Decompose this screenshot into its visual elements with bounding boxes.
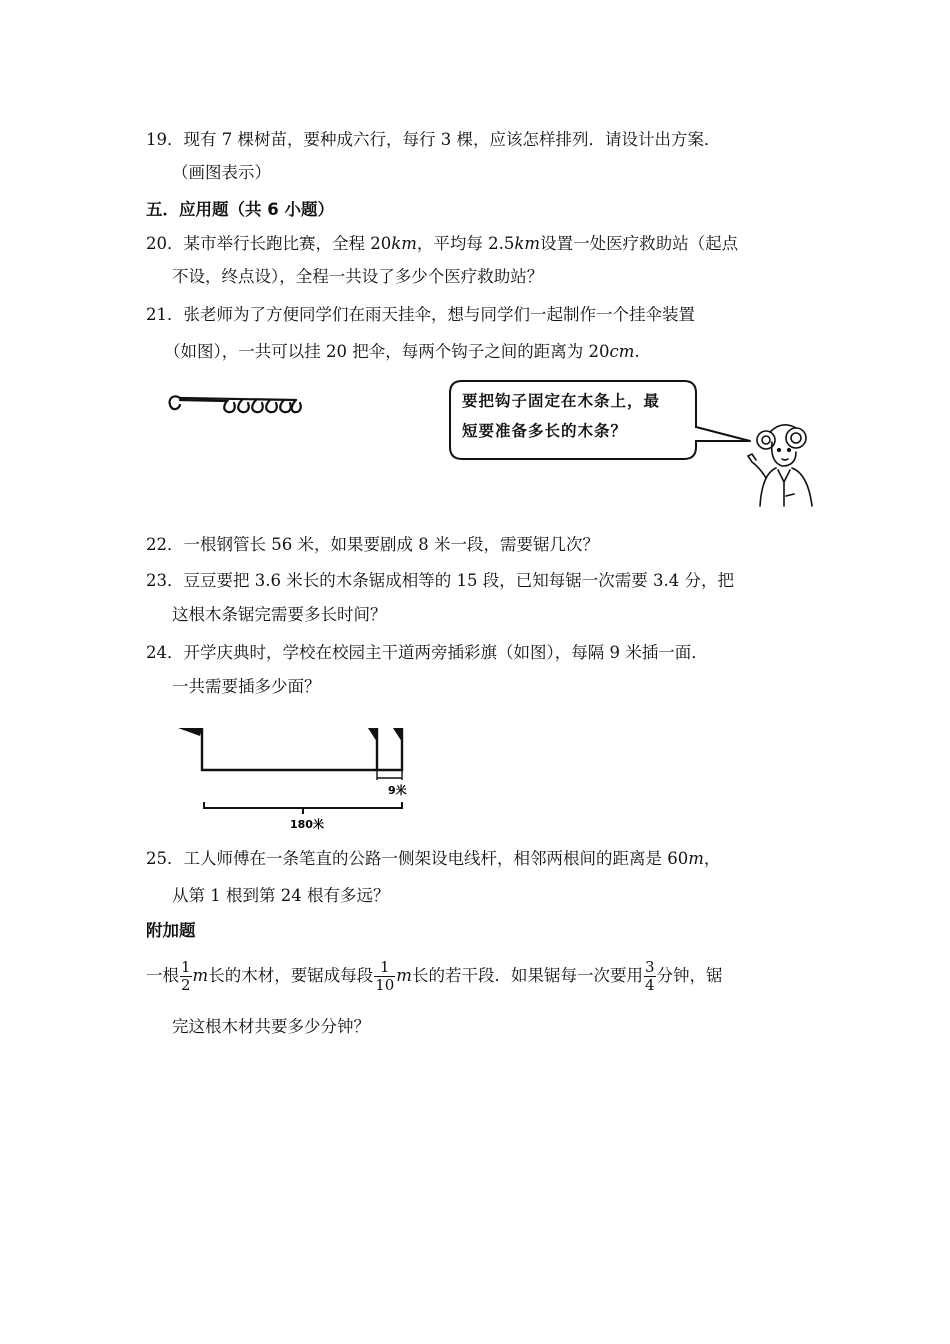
q19-line2: （画图表示）: [172, 163, 271, 182]
q21-line2: （如图），一共可以挂 20 把伞，每两个钩子之间的距离为 20cm.: [164, 342, 640, 361]
bubble-text: 要把钩子固定在木条上，最 短要准备多长的木条？: [462, 392, 661, 440]
hook-rail-figure: [166, 388, 306, 424]
flag-road-figure: [172, 722, 422, 832]
fraction-1-2: $\frac{1}{2}$: [181, 958, 191, 994]
section5-heading: 五．应用题（共 6 小题）: [146, 200, 334, 219]
q25-line1: 25．工人师傅在一条笔直的公路一侧架设电线杆，相邻两根间的距离是 60m，: [146, 849, 721, 868]
extra-heading: 附加题: [146, 921, 196, 940]
q24-line1: 24．开学庆典时，学校在校园主干道两旁插彩旗（如图），每隔 9 米插一面．: [146, 643, 708, 662]
fraction-3-4: $\frac{3}{4}$: [644, 958, 655, 994]
q20-line2: 不设，终点设），全程一共设了多少个医疗救助站？: [172, 267, 544, 286]
extra-line1: 一根 $\frac{1}{2}$ m长的木材，要锯成每段 $\frac{1}{10}$ m长的若干段．如果锯每一次要用 $\frac{3}{4}$ 分钟，锯: [146, 958, 723, 994]
label-9m: 9米: [388, 784, 407, 797]
q20-line1: 20．某市举行长跑比赛，全程 20km，平均每 2.5km设置一处医疗救助站（起点: [146, 234, 739, 253]
teacher-illustration: [742, 412, 832, 508]
label-180m: 180米: [290, 818, 324, 831]
q21-line1: 21．张老师为了方便同学们在雨天挂伞，想与同学们一起制作一个挂伞装置: [146, 305, 695, 324]
q24-line2: 一共需要插多少面？: [172, 677, 321, 696]
extra-line2: 完这根木材共要多少分钟？: [172, 1017, 370, 1036]
q23-line2: 这根木条锯完需要多长时间？: [172, 605, 387, 624]
q22-line1: 22．一根钢管长 56 米，如果要剧成 8 米一段，需要锯几次？: [146, 535, 599, 554]
fraction-1-10: $\frac{1}{10}$: [375, 958, 395, 994]
q25-line2: 从第 1 根到第 24 根有多远？: [172, 886, 390, 905]
q23-line1: 23．豆豆要把 3.6 米长的木条锯成相等的 15 段，已知每锯一次需要 3.4 分，把: [146, 571, 734, 590]
q19-line1: 19．现有 7 棵树苗，要种成六行，每行 3 棵，应该怎样排列．请设计出方案．: [146, 130, 721, 149]
